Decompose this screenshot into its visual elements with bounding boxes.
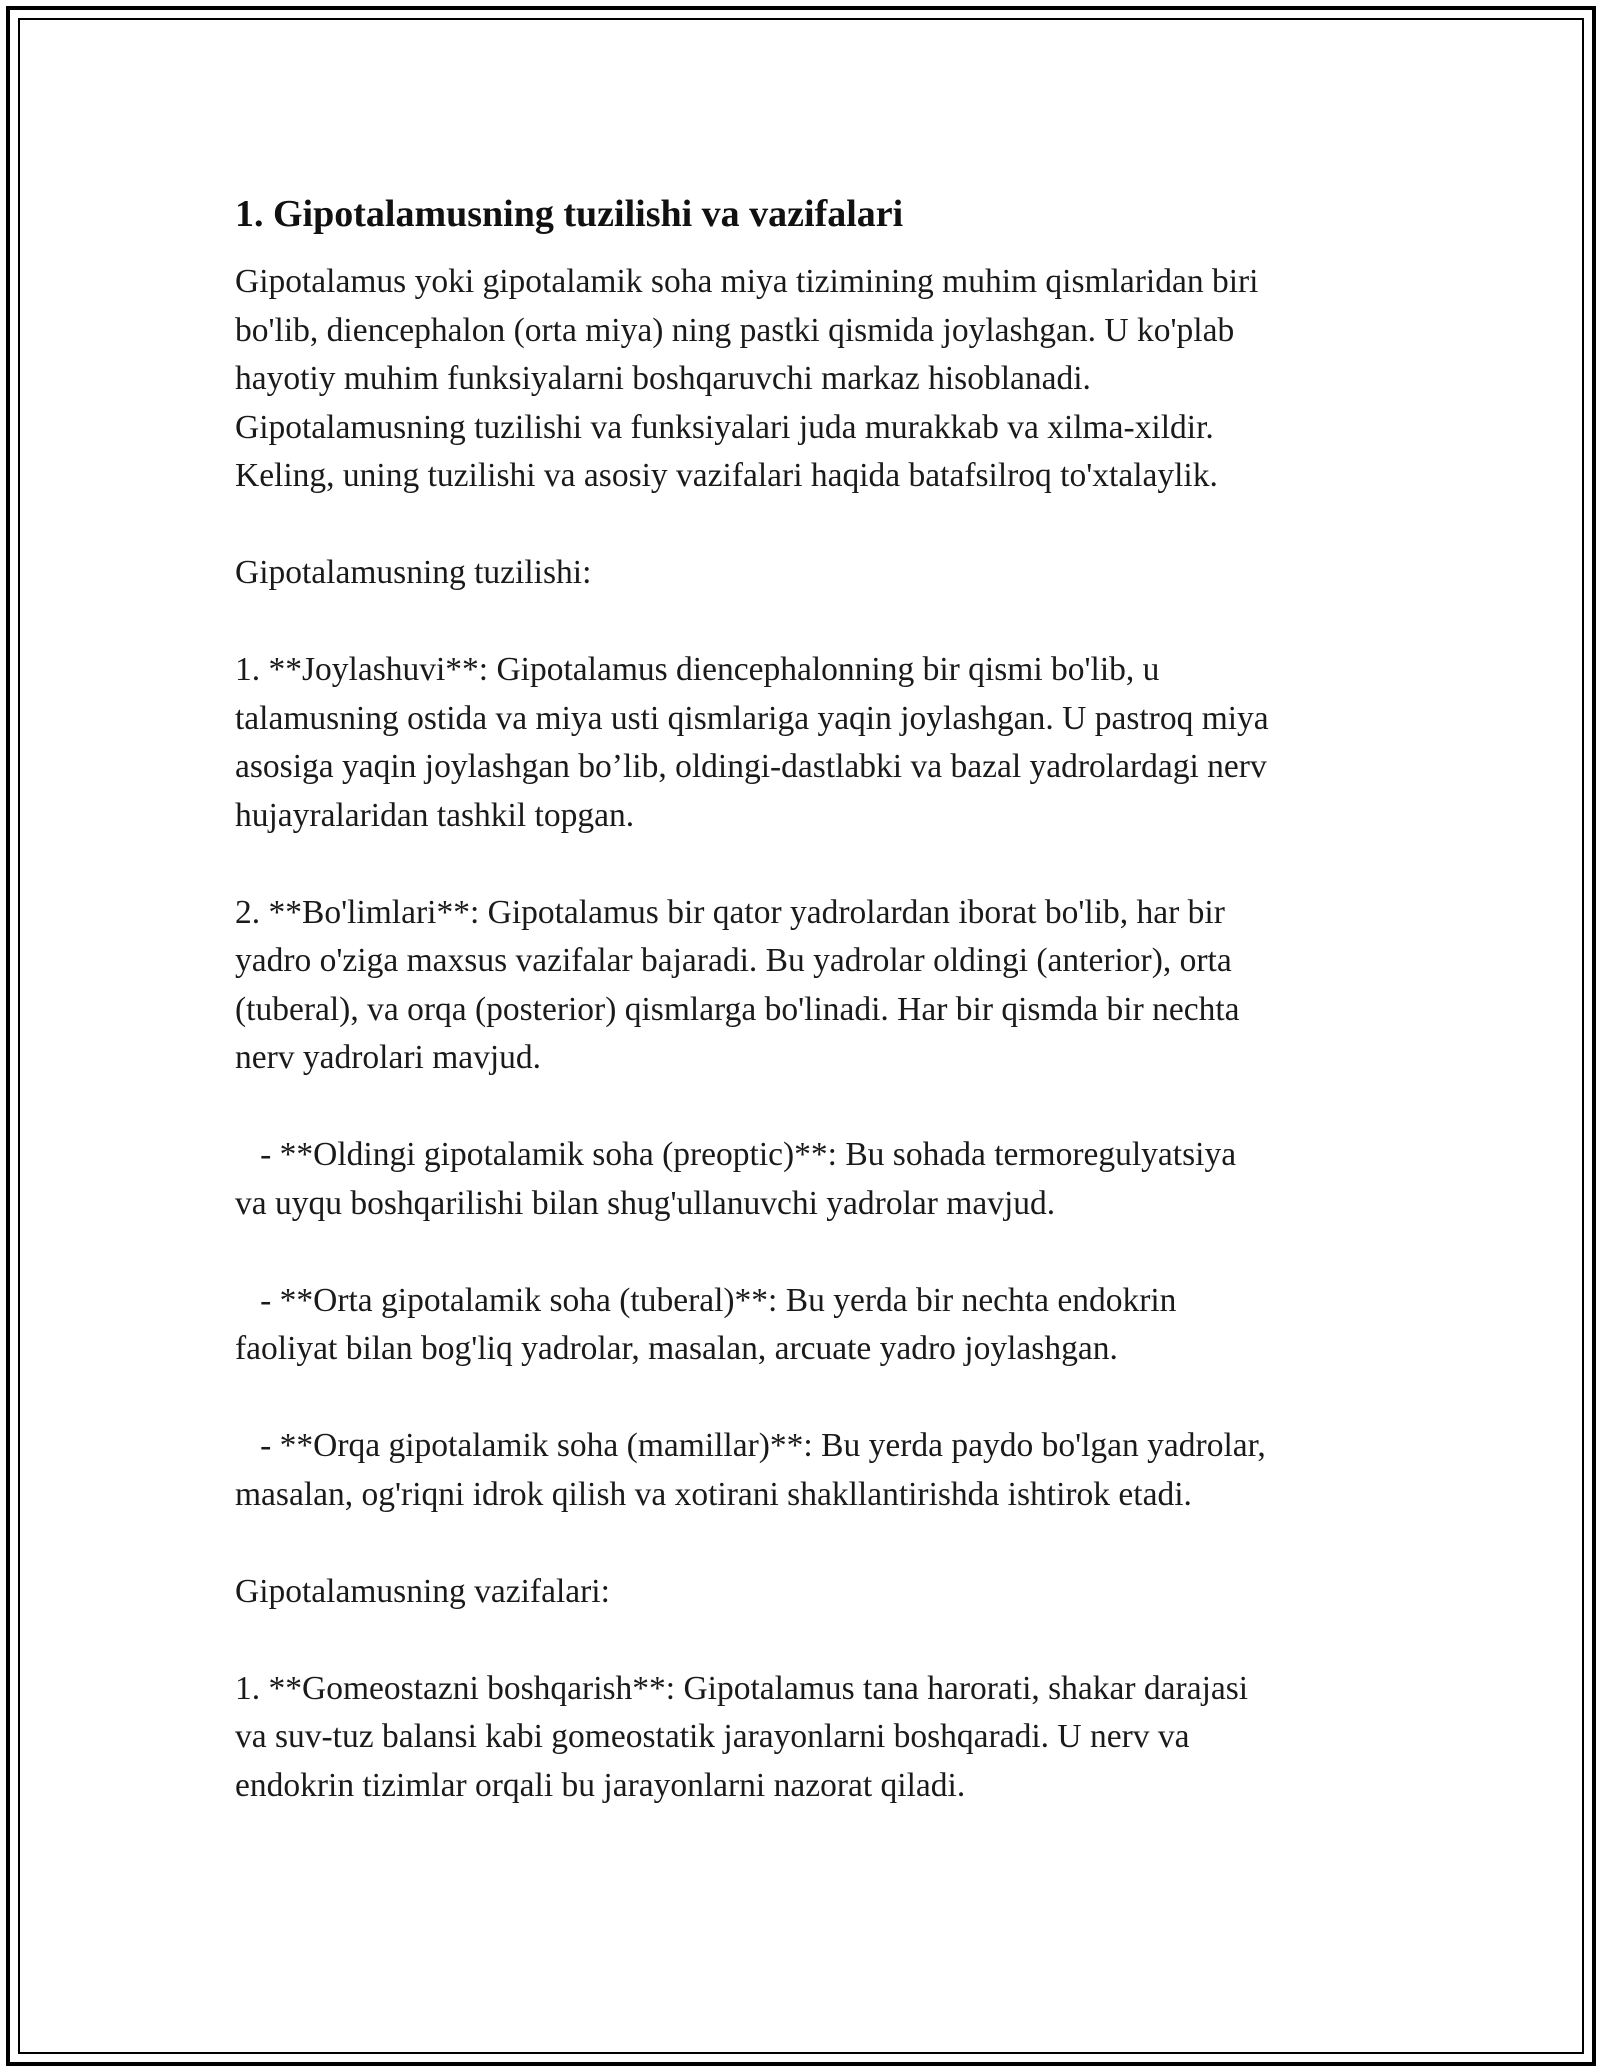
- list-item-divisions: 2. **Bo'limlari**: Gipotalamus bir qator yadrolardan iborat bo'lib, har bir yadro o'ziga maxsus vazifalar bajaradi. Bu yadrolar oldingi (anterior), orta (tuberal), va orqa (posterior) qismlarga bo'linadi. Har bir qismda bir nechta nerv yadrolari mavjud.: [235, 893, 1240, 1076]
- functions-subheading: Gipotalamusning vazifalari:: [235, 1572, 610, 1610]
- list-item-homeostasis: 1. **Gomeostazni boshqarish**: Gipotalamus tana harorati, shakar darajasi va suv-tuz balansi kabi gomeostatik jarayonlarni boshqaradi. U nerv va endokrin tizimlar orqali bu jarayonlarni nazorat qiladi.: [235, 1669, 1249, 1804]
- structure-subheading: Gipotalamusning tuzilishi:: [235, 554, 592, 591]
- list-item-location: 1. **Joylashuvi**: Gipotalamus diencephalonning bir qismi bo'lib, u talamusning ostida va miya usti qismlariga yaqin joylashgan. U pastroq miya asosiga yaqin joylashgan bo’lib, oldingi-dastlabki va bazal yadrolardagi nerv hujayralaridan tashkil topgan.: [235, 651, 1269, 834]
- sublist-item-tuberal: - **Orta gipotalamik soha (tuberal)**: Bu yerda bir nechta endokrin faoliyat bilan bog'liq yadrolar, masalan, arcuate yadro joylashgan.: [235, 1281, 1177, 1367]
- section-heading: 1. Gipotalamusning tuzilishi va vazifalari: [235, 193, 904, 235]
- intro-paragraph: Gipotalamus yoki gipotalamik soha miya tizimining muhim qismlaridan biri bo'lib, diencephalon (orta miya) ning pastki qismida joylashgan. U ko'plab hayotiy muhim funksiyalarni boshqaruvchi markaz hisoblanadi. Gipotalamusning tuzilishi va funksiyalari juda murakkab va xilma-xildir. Keling, uning tuzilishi va asosiy vazifalari haqida batafsilroq to'xtalaylik.: [235, 263, 1259, 494]
- sublist-item-posterior: - **Orqa gipotalamik soha (mamillar)**: Bu yerda paydo bo'lgan yadrolar, masalan, og'riqni idrok qilish va xotirani shakllantirishda ishtirok etadi.: [235, 1427, 1266, 1513]
- document-body: [235, 190, 1375, 1859]
- sublist-item-anterior: - **Oldingi gipotalamik soha (preoptic)**: Bu sohada termoregulyatsiya va uyqu boshqarilishi bilan shug'ullanuvchi yadrolar mavjud.: [235, 1136, 1237, 1222]
